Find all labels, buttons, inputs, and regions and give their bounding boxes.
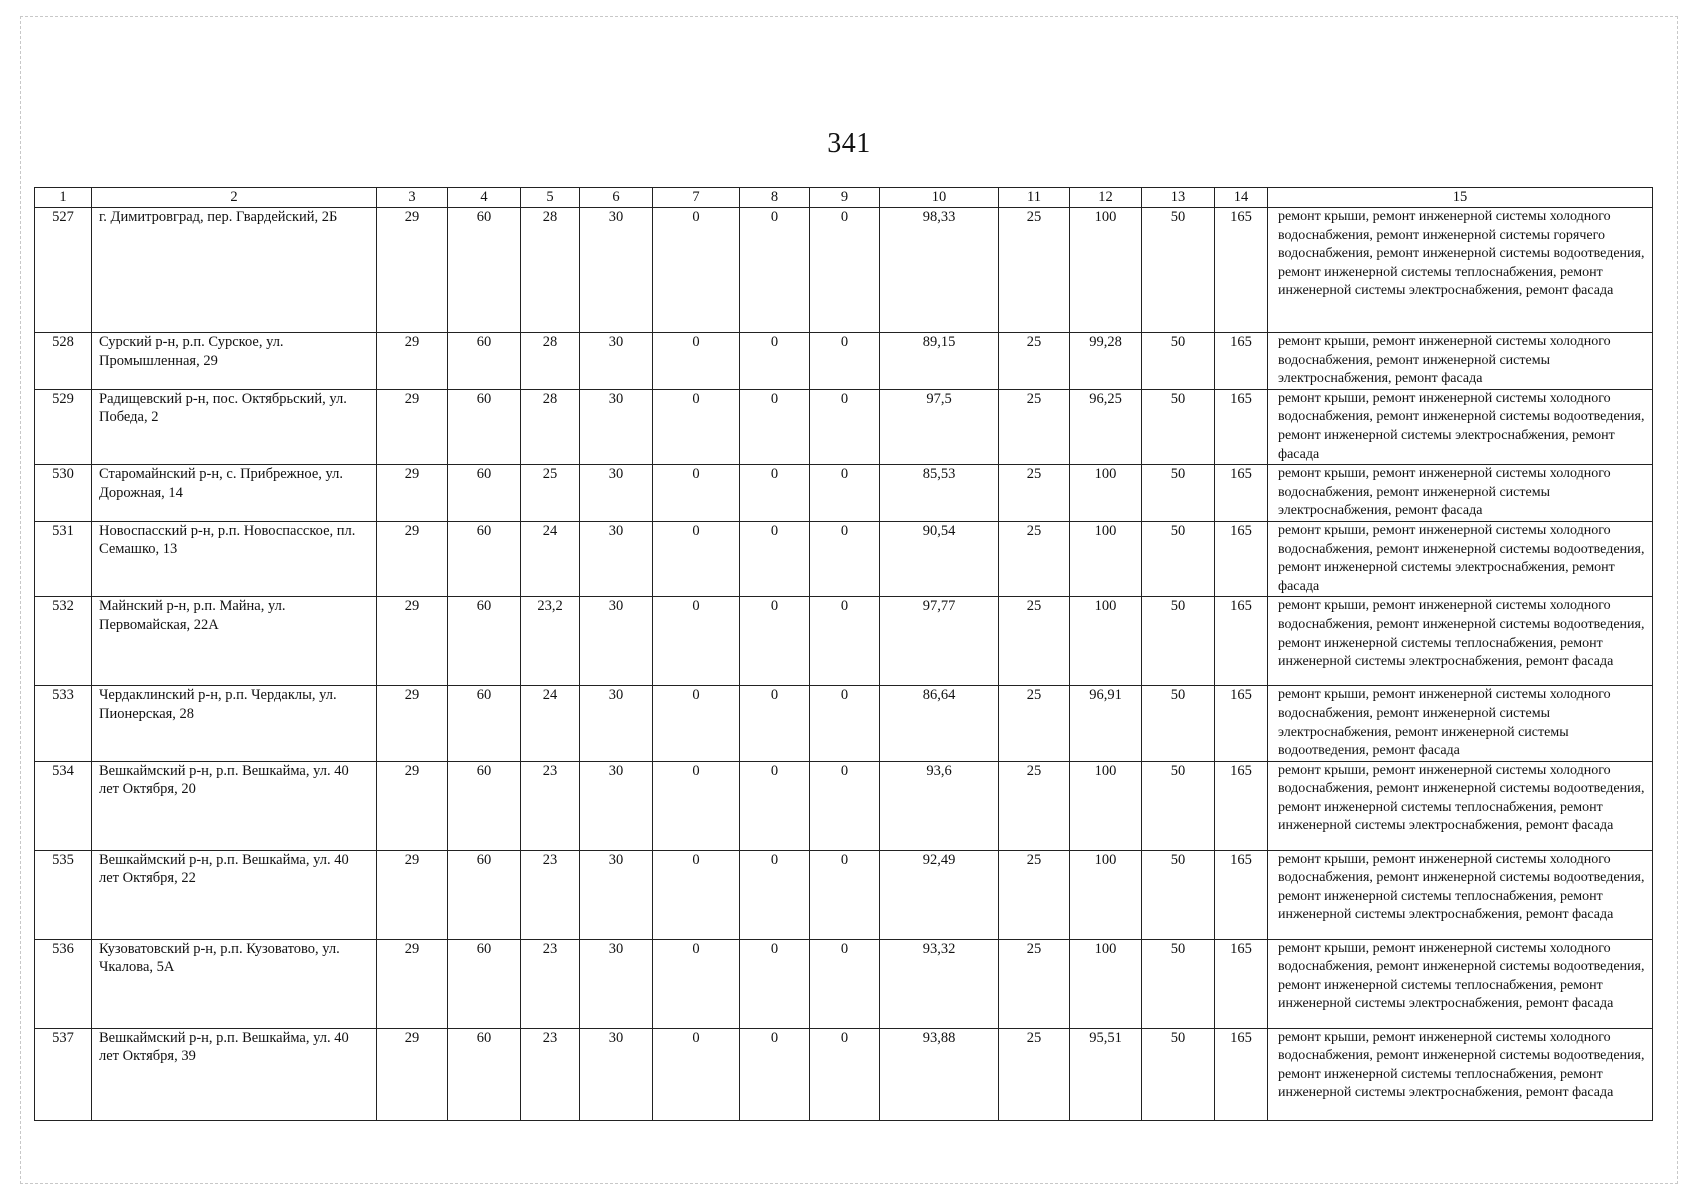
col-8-value: 0 <box>740 939 810 1028</box>
col-9-value: 0 <box>810 761 880 850</box>
col-12-value: 96,91 <box>1070 686 1142 761</box>
table-row <box>35 686 1653 761</box>
col-4-value: 60 <box>448 939 521 1028</box>
col-13-value: 50 <box>1142 521 1215 596</box>
col-14-value: 165 <box>1215 686 1268 761</box>
column-header: 5 <box>521 188 580 208</box>
col-11-value: 25 <box>999 333 1070 390</box>
col-8-value: 0 <box>740 208 810 333</box>
col-10-value: 92,49 <box>880 850 999 939</box>
table-row <box>35 939 1653 1028</box>
col-8-value: 0 <box>740 850 810 939</box>
col-5-value: 28 <box>521 208 580 333</box>
column-header: 9 <box>810 188 880 208</box>
row-number: 531 <box>35 521 92 596</box>
col-11-value: 25 <box>999 521 1070 596</box>
address: г. Димитровград, пер. Гвардейский, 2Б <box>92 208 377 333</box>
col-10-value: 93,88 <box>880 1028 999 1120</box>
col-13-value: 50 <box>1142 939 1215 1028</box>
row-number: 536 <box>35 939 92 1028</box>
col-10-value: 97,5 <box>880 389 999 464</box>
col-5-value: 24 <box>521 521 580 596</box>
col-4-value: 60 <box>448 389 521 464</box>
table-row <box>35 521 1653 596</box>
column-header: 12 <box>1070 188 1142 208</box>
repair-works: ремонт крыши, ремонт инженерной системы холодного водоснабжения, ремонт инженерной системы водоотведения, ремонт инженерной системы теплоснабжения, ремонт инженерной системы электроснабжения, ремонт фасада <box>1268 761 1653 850</box>
data-table <box>34 187 1653 1121</box>
address: Майнский р-н, р.п. Майна, ул. Первомайская, 22А <box>92 597 377 686</box>
col-6-value: 30 <box>580 521 653 596</box>
col-12-value: 100 <box>1070 761 1142 850</box>
repair-works: ремонт крыши, ремонт инженерной системы холодного водоснабжения, ремонт инженерной системы водоотведения, ремонт инженерной системы электроснабжения, ремонт фасада <box>1268 521 1653 596</box>
col-12-value: 100 <box>1070 850 1142 939</box>
col-9-value: 0 <box>810 465 880 522</box>
address: Вешкаймский р-н, р.п. Вешкайма, ул. 40 лет Октября, 22 <box>92 850 377 939</box>
col-3-value: 29 <box>377 333 448 390</box>
col-11-value: 25 <box>999 1028 1070 1120</box>
col-6-value: 30 <box>580 939 653 1028</box>
col-8-value: 0 <box>740 686 810 761</box>
address: Радищевский р-н, пос. Октябрьский, ул. Победа, 2 <box>92 389 377 464</box>
row-number: 533 <box>35 686 92 761</box>
col-11-value: 25 <box>999 939 1070 1028</box>
col-5-value: 25 <box>521 465 580 522</box>
col-4-value: 60 <box>448 686 521 761</box>
col-9-value: 0 <box>810 333 880 390</box>
col-11-value: 25 <box>999 850 1070 939</box>
column-header: 7 <box>653 188 740 208</box>
col-13-value: 50 <box>1142 597 1215 686</box>
col-3-value: 29 <box>377 1028 448 1120</box>
col-8-value: 0 <box>740 389 810 464</box>
col-12-value: 100 <box>1070 465 1142 522</box>
col-14-value: 165 <box>1215 1028 1268 1120</box>
col-13-value: 50 <box>1142 333 1215 390</box>
col-12-value: 100 <box>1070 939 1142 1028</box>
table-row <box>35 208 1653 333</box>
repair-works: ремонт крыши, ремонт инженерной системы холодного водоснабжения, ремонт инженерной системы водоотведения, ремонт инженерной системы теплоснабжения, ремонт инженерной системы электроснабжения, ремонт фасада <box>1268 939 1653 1028</box>
col-13-value: 50 <box>1142 465 1215 522</box>
col-6-value: 30 <box>580 208 653 333</box>
row-number: 534 <box>35 761 92 850</box>
address: Сурский р-н, р.п. Сурское, ул. Промышленная, 29 <box>92 333 377 390</box>
col-5-value: 23,2 <box>521 597 580 686</box>
col-9-value: 0 <box>810 208 880 333</box>
col-4-value: 60 <box>448 761 521 850</box>
address: Старомайнский р-н, с. Прибрежное, ул. Дорожная, 14 <box>92 465 377 522</box>
col-6-value: 30 <box>580 850 653 939</box>
column-header: 3 <box>377 188 448 208</box>
column-header: 1 <box>35 188 92 208</box>
col-5-value: 23 <box>521 850 580 939</box>
col-14-value: 165 <box>1215 761 1268 850</box>
col-9-value: 0 <box>810 939 880 1028</box>
col-8-value: 0 <box>740 521 810 596</box>
col-9-value: 0 <box>810 1028 880 1120</box>
col-7-value: 0 <box>653 333 740 390</box>
col-8-value: 0 <box>740 465 810 522</box>
col-7-value: 0 <box>653 850 740 939</box>
col-10-value: 93,32 <box>880 939 999 1028</box>
column-header: 6 <box>580 188 653 208</box>
col-9-value: 0 <box>810 850 880 939</box>
column-header: 8 <box>740 188 810 208</box>
repair-works: ремонт крыши, ремонт инженерной системы холодного водоснабжения, ремонт инженерной системы электроснабжения, ремонт инженерной системы водоотведения, ремонт фасада <box>1268 686 1653 761</box>
col-13-value: 50 <box>1142 761 1215 850</box>
col-4-value: 60 <box>448 521 521 596</box>
col-12-value: 95,51 <box>1070 1028 1142 1120</box>
col-7-value: 0 <box>653 1028 740 1120</box>
address: Чердаклинский р-н, р.п. Чердаклы, ул. Пионерская, 28 <box>92 686 377 761</box>
col-14-value: 165 <box>1215 208 1268 333</box>
table-row <box>35 850 1653 939</box>
col-6-value: 30 <box>580 1028 653 1120</box>
col-3-value: 29 <box>377 465 448 522</box>
page-number: 341 <box>827 128 871 159</box>
col-6-value: 30 <box>580 761 653 850</box>
table-body <box>35 208 1653 1121</box>
col-9-value: 0 <box>810 686 880 761</box>
row-number: 535 <box>35 850 92 939</box>
col-4-value: 60 <box>448 850 521 939</box>
col-3-value: 29 <box>377 939 448 1028</box>
col-7-value: 0 <box>653 389 740 464</box>
col-7-value: 0 <box>653 597 740 686</box>
col-5-value: 24 <box>521 686 580 761</box>
col-7-value: 0 <box>653 208 740 333</box>
col-9-value: 0 <box>810 597 880 686</box>
col-11-value: 25 <box>999 597 1070 686</box>
col-12-value: 100 <box>1070 597 1142 686</box>
col-6-value: 30 <box>580 465 653 522</box>
col-8-value: 0 <box>740 333 810 390</box>
col-6-value: 30 <box>580 389 653 464</box>
table-row <box>35 597 1653 686</box>
col-14-value: 165 <box>1215 465 1268 522</box>
table-row <box>35 389 1653 464</box>
col-14-value: 165 <box>1215 850 1268 939</box>
col-14-value: 165 <box>1215 597 1268 686</box>
col-6-value: 30 <box>580 597 653 686</box>
column-header: 11 <box>999 188 1070 208</box>
column-header: 13 <box>1142 188 1215 208</box>
column-header: 15 <box>1268 188 1653 208</box>
repair-works: ремонт крыши, ремонт инженерной системы холодного водоснабжения, ремонт инженерной системы водоотведения, ремонт инженерной системы теплоснабжения, ремонт инженерной системы электроснабжения, ремонт фасада <box>1268 1028 1653 1120</box>
col-7-value: 0 <box>653 465 740 522</box>
col-13-value: 50 <box>1142 389 1215 464</box>
col-3-value: 29 <box>377 597 448 686</box>
col-8-value: 0 <box>740 761 810 850</box>
repair-works: ремонт крыши, ремонт инженерной системы холодного водоснабжения, ремонт инженерной системы электроснабжения, ремонт фасада <box>1268 465 1653 522</box>
column-header: 4 <box>448 188 521 208</box>
col-5-value: 23 <box>521 1028 580 1120</box>
col-12-value: 96,25 <box>1070 389 1142 464</box>
table-header <box>35 188 1653 208</box>
col-5-value: 28 <box>521 333 580 390</box>
col-10-value: 85,53 <box>880 465 999 522</box>
col-10-value: 97,77 <box>880 597 999 686</box>
col-6-value: 30 <box>580 686 653 761</box>
col-5-value: 28 <box>521 389 580 464</box>
col-10-value: 93,6 <box>880 761 999 850</box>
col-14-value: 165 <box>1215 939 1268 1028</box>
col-9-value: 0 <box>810 521 880 596</box>
row-number: 532 <box>35 597 92 686</box>
col-14-value: 165 <box>1215 521 1268 596</box>
col-14-value: 165 <box>1215 389 1268 464</box>
row-number: 527 <box>35 208 92 333</box>
col-4-value: 60 <box>448 597 521 686</box>
col-4-value: 60 <box>448 465 521 522</box>
table-row <box>35 465 1653 522</box>
col-4-value: 60 <box>448 208 521 333</box>
col-10-value: 86,64 <box>880 686 999 761</box>
col-10-value: 90,54 <box>880 521 999 596</box>
col-8-value: 0 <box>740 1028 810 1120</box>
col-13-value: 50 <box>1142 686 1215 761</box>
col-10-value: 89,15 <box>880 333 999 390</box>
address: Кузоватовский р-н, р.п. Кузоватово, ул. Чкалова, 5А <box>92 939 377 1028</box>
col-13-value: 50 <box>1142 850 1215 939</box>
col-7-value: 0 <box>653 686 740 761</box>
row-number: 529 <box>35 389 92 464</box>
col-6-value: 30 <box>580 333 653 390</box>
col-4-value: 60 <box>448 333 521 390</box>
row-number: 530 <box>35 465 92 522</box>
col-13-value: 50 <box>1142 1028 1215 1120</box>
col-3-value: 29 <box>377 389 448 464</box>
col-12-value: 99,28 <box>1070 333 1142 390</box>
col-13-value: 50 <box>1142 208 1215 333</box>
col-14-value: 165 <box>1215 333 1268 390</box>
column-header: 2 <box>92 188 377 208</box>
col-11-value: 25 <box>999 761 1070 850</box>
col-3-value: 29 <box>377 208 448 333</box>
address: Новоспасский р-н, р.п. Новоспасское, пл. Семашко, 13 <box>92 521 377 596</box>
col-3-value: 29 <box>377 850 448 939</box>
table-row <box>35 1028 1653 1120</box>
col-5-value: 23 <box>521 761 580 850</box>
col-3-value: 29 <box>377 686 448 761</box>
col-11-value: 25 <box>999 465 1070 522</box>
column-header: 14 <box>1215 188 1268 208</box>
table-row <box>35 333 1653 390</box>
row-number: 528 <box>35 333 92 390</box>
col-11-value: 25 <box>999 389 1070 464</box>
col-8-value: 0 <box>740 597 810 686</box>
repair-works: ремонт крыши, ремонт инженерной системы холодного водоснабжения, ремонт инженерной системы водоотведения, ремонт инженерной системы электроснабжения, ремонт фасада <box>1268 389 1653 464</box>
col-7-value: 0 <box>653 761 740 850</box>
col-3-value: 29 <box>377 761 448 850</box>
col-12-value: 100 <box>1070 521 1142 596</box>
repair-works: ремонт крыши, ремонт инженерной системы холодного водоснабжения, ремонт инженерной системы водоотведения, ремонт инженерной системы теплоснабжения, ремонт инженерной системы электроснабжения, ремонт фасада <box>1268 850 1653 939</box>
col-5-value: 23 <box>521 939 580 1028</box>
col-7-value: 0 <box>653 939 740 1028</box>
col-11-value: 25 <box>999 208 1070 333</box>
col-12-value: 100 <box>1070 208 1142 333</box>
repair-works: ремонт крыши, ремонт инженерной системы холодного водоснабжения, ремонт инженерной системы водоотведения, ремонт инженерной системы теплоснабжения, ремонт инженерной системы электроснабжения, ремонт фасада <box>1268 597 1653 686</box>
address: Вешкаймский р-н, р.п. Вешкайма, ул. 40 лет Октября, 39 <box>92 1028 377 1120</box>
col-4-value: 60 <box>448 1028 521 1120</box>
header-row <box>35 188 1653 208</box>
col-7-value: 0 <box>653 521 740 596</box>
column-header: 10 <box>880 188 999 208</box>
repair-works: ремонт крыши, ремонт инженерной системы холодного водоснабжения, ремонт инженерной системы электроснабжения, ремонт фасада <box>1268 333 1653 390</box>
address: Вешкаймский р-н, р.п. Вешкайма, ул. 40 лет Октября, 20 <box>92 761 377 850</box>
col-9-value: 0 <box>810 389 880 464</box>
repair-works: ремонт крыши, ремонт инженерной системы холодного водоснабжения, ремонт инженерной системы горячего водоснабжения, ремонт инженерной системы водоотведения, ремонт инженерной системы теплоснабжения, ремонт инженерной системы электроснабжения, ремонт фасада <box>1268 208 1653 333</box>
col-3-value: 29 <box>377 521 448 596</box>
col-10-value: 98,33 <box>880 208 999 333</box>
row-number: 537 <box>35 1028 92 1120</box>
col-11-value: 25 <box>999 686 1070 761</box>
table-row <box>35 761 1653 850</box>
